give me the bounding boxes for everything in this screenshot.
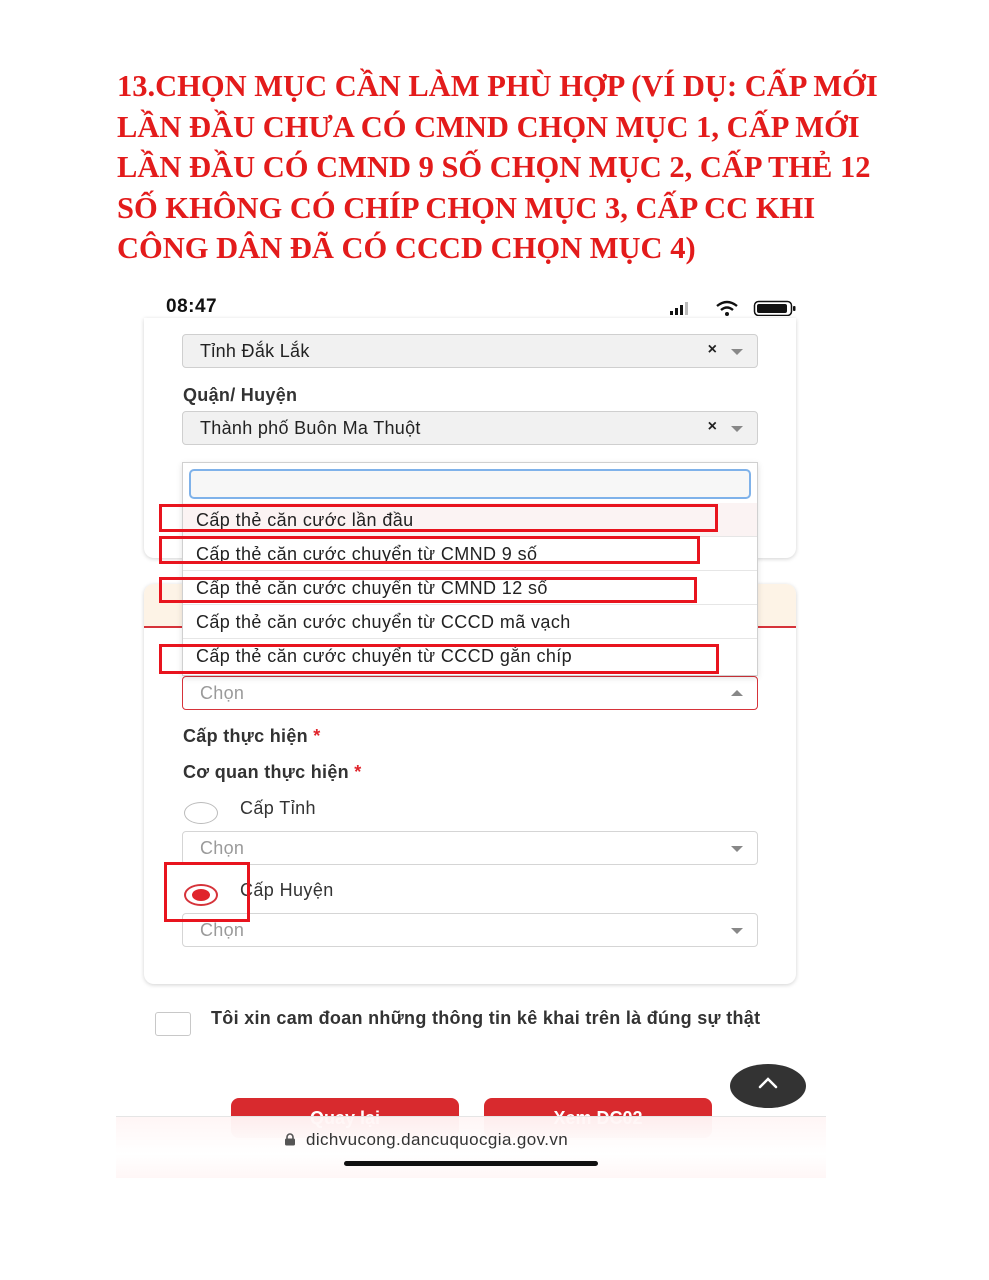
highlight-option-3: [159, 577, 697, 603]
home-indicator: [344, 1161, 598, 1166]
procedure-placeholder: Chọn: [200, 683, 245, 703]
agency-label: [183, 762, 362, 783]
dropdown-option-2[interactable]: Cấp thẻ căn cước chuyển từ CMND 9 số: [183, 537, 757, 571]
browser-address-bar: [116, 1116, 826, 1178]
heading-line-1: 13.CHỌN MỤC CẦN LÀM PHÙ HỢP (VÍ DỤ: CẤP MỚI: [117, 69, 878, 103]
highlight-option-5: [159, 644, 719, 674]
chevron-up-icon: [758, 1077, 778, 1089]
chevron-down-icon: [731, 928, 743, 934]
procedure-select[interactable]: [182, 676, 758, 710]
district-select[interactable]: [182, 411, 758, 445]
district-agency-select[interactable]: [182, 913, 758, 947]
heading-line-2: LẦN ĐẦU CHƯA CÓ CMND CHỌN MỤC 1, CẤP MỚI: [117, 109, 860, 144]
status-time: 08:47: [166, 296, 218, 317]
battery-icon: [755, 302, 796, 316]
level-label: [183, 726, 321, 747]
highlight-option-1: [159, 504, 718, 532]
dropdown-option-4[interactable]: Cấp thẻ căn cước chuyển từ CCCD mã vạch: [183, 605, 757, 639]
province-clear-icon[interactable]: ×: [707, 341, 717, 358]
district-label: Quận/ Huyện: [183, 385, 298, 405]
dropdown-option-1[interactable]: Cấp thẻ căn cước lần đầu: [183, 503, 757, 537]
highlight-option-2: [159, 536, 700, 564]
commitment-text: Tôi xin cam đoan những thông tin kê khai trên là đúng sự thật: [211, 1008, 761, 1028]
district-agency-placeholder: Chọn: [200, 920, 245, 940]
province-agency-select[interactable]: [182, 831, 758, 865]
agency-required-mark: *: [354, 762, 362, 782]
heading-line-4: SỐ KHÔNG CÓ CHÍP CHỌN MỤC 3, CẤP CC KHI: [117, 190, 816, 225]
highlight-district-radio: [164, 862, 250, 922]
dropdown-option-5[interactable]: Cấp thẻ căn cước chuyển từ CCCD gắn chíp: [196, 646, 573, 666]
browser-url[interactable]: dichvucong.dancuquocgia.gov.vn: [306, 1130, 569, 1149]
dropdown-search-input[interactable]: [189, 469, 751, 499]
dropdown-option-3[interactable]: Cấp thẻ căn cước chuyển từ CMND 12 số: [183, 571, 757, 605]
chevron-down-icon: [731, 426, 743, 432]
chevron-down-icon: [731, 846, 743, 852]
heading-line-5: CÔNG DÂN ĐÃ CÓ CCCD CHỌN MỤC 4): [117, 231, 696, 265]
chevron-down-icon: [731, 349, 743, 355]
radio-province-label: Cấp Tỉnh: [240, 798, 316, 818]
commitment-checkbox[interactable]: [155, 1012, 191, 1036]
scroll-top-button[interactable]: [730, 1064, 806, 1108]
province-value: Tỉnh Đắk Lắk: [200, 341, 310, 361]
district-clear-icon[interactable]: ×: [707, 418, 717, 435]
province-select[interactable]: [182, 334, 758, 368]
phone-screenshot: [116, 288, 826, 1178]
radio-province-level[interactable]: [184, 802, 218, 824]
province-agency-placeholder: Chọn: [200, 838, 245, 858]
wifi-icon: [717, 302, 737, 316]
cellular-signal-icon: [670, 302, 688, 315]
lock-icon: [284, 1133, 296, 1146]
status-icons: [670, 300, 800, 316]
agency-label-text: Cơ quan thực hiện: [183, 762, 349, 782]
chevron-up-small-icon: [731, 690, 743, 696]
district-value: Thành phố Buôn Ma Thuột: [200, 418, 421, 438]
level-required-mark: *: [313, 726, 321, 746]
instruction-heading: [117, 66, 957, 269]
heading-line-3: LẦN ĐẦU CÓ CMND 9 SỐ CHỌN MỤC 2, CẤP THẺ 12: [117, 150, 871, 184]
level-label-text: Cấp thực hiện: [183, 726, 308, 746]
radio-district-label: Cấp Huyện: [240, 880, 334, 900]
